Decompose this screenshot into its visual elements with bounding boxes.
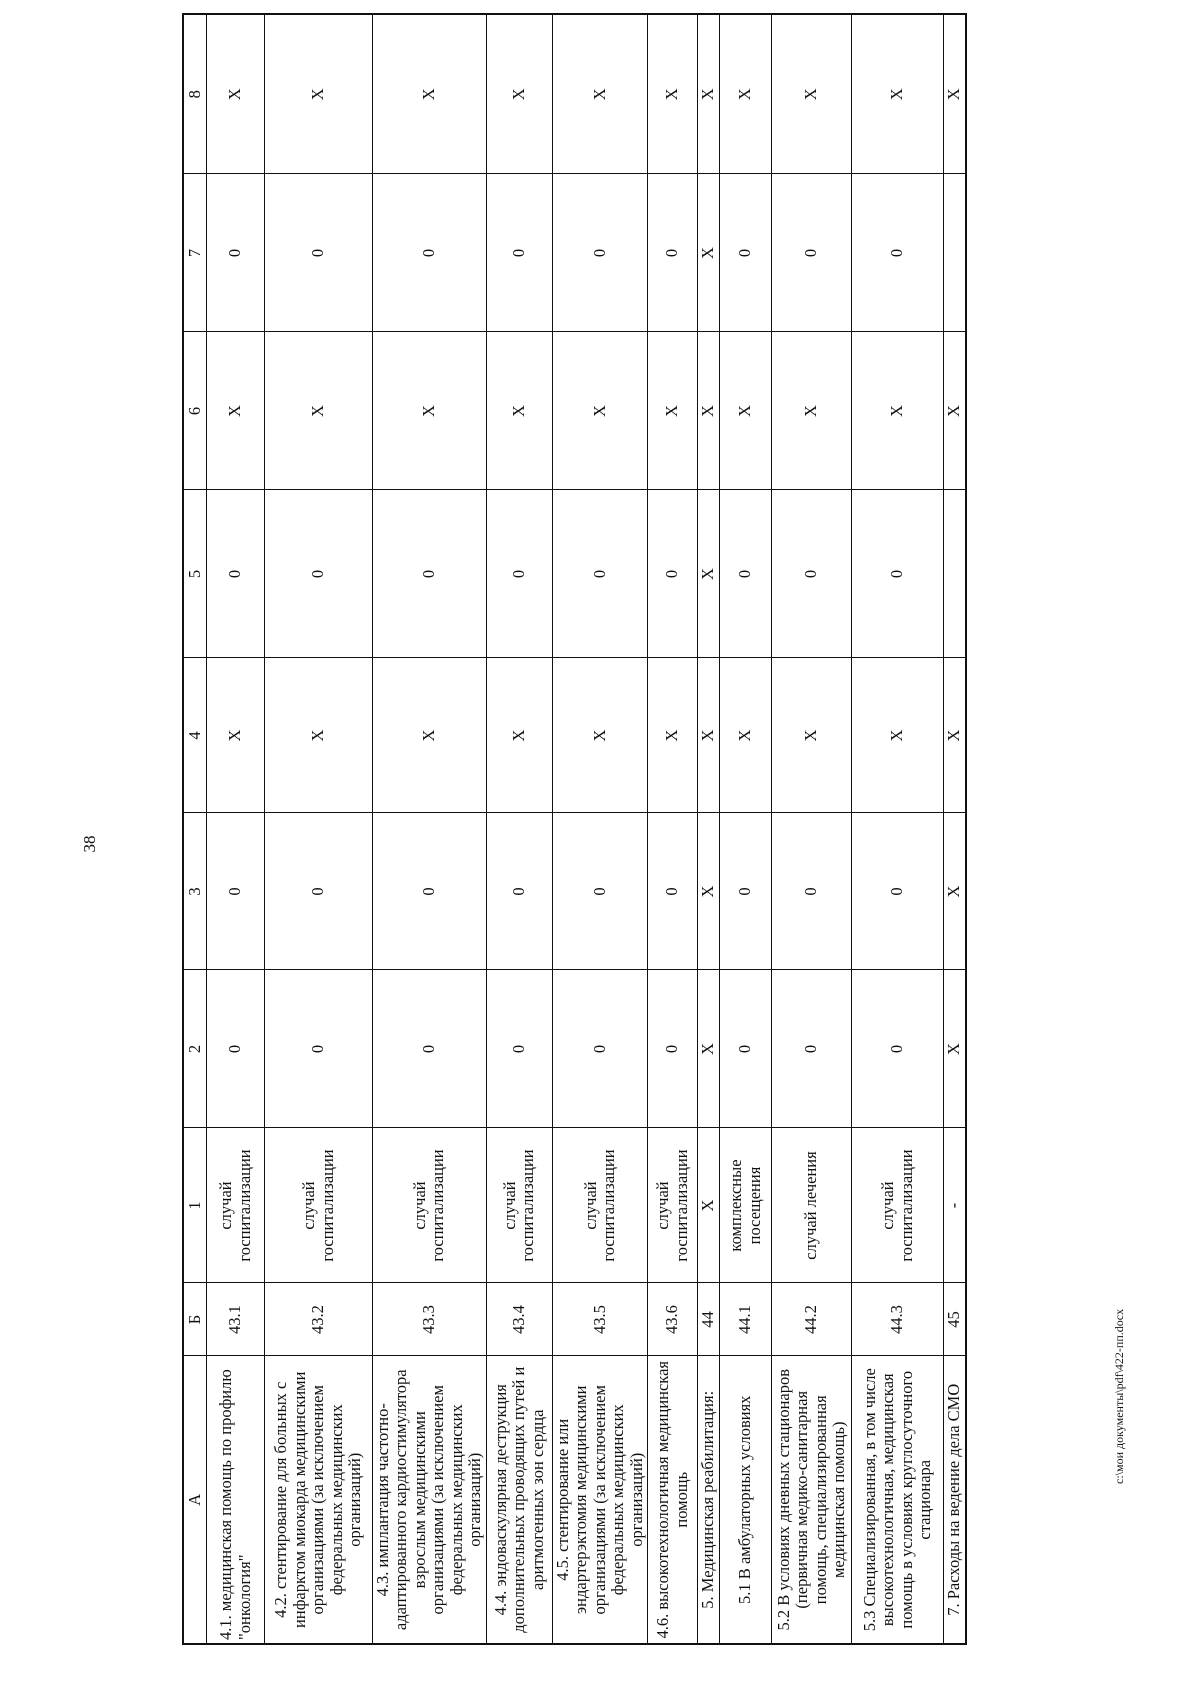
row-value-cell: 0 [720, 970, 772, 1128]
header-cell: 2 [183, 970, 207, 1128]
row-code-cell: 44.1 [720, 1283, 772, 1356]
row-name-cell: 5.3 Специализированная, в том числе высокотехнологичная, медицинская помощь в условиях круглосуточного стационара [852, 1356, 944, 1644]
row-value-cell [944, 174, 966, 332]
row-code-cell: 45 [944, 1283, 966, 1356]
header-cell: 1 [183, 1128, 207, 1283]
row-value-cell: 0 [852, 174, 944, 332]
table-row [552, 14, 647, 1644]
row-unit-cell: случай госпитализации [648, 1128, 698, 1283]
row-value-cell: 0 [648, 174, 698, 332]
header-cell: 4 [183, 658, 207, 813]
header-cell: 7 [183, 174, 207, 332]
row-value-cell: Х [944, 332, 966, 490]
row-unit-cell: комплексные посещения [720, 1128, 772, 1283]
row-value-cell: Х [698, 813, 720, 970]
row-value-cell: 0 [552, 970, 647, 1128]
row-value-cell: 0 [648, 813, 698, 970]
row-value-cell: 0 [486, 813, 552, 970]
row-code-cell: 43.2 [265, 1283, 373, 1356]
row-value-cell: Х [698, 970, 720, 1128]
row-value-cell: Х [944, 658, 966, 813]
row-value-cell: Х [486, 14, 552, 174]
row-name-cell: 4.3. имплантация частотно-адаптированного кардиостимулятора взрослым медицинскими организациями (за исключением федеральных медицинских организаций) [373, 1356, 487, 1644]
row-code-cell: 43.4 [486, 1283, 552, 1356]
row-code-cell: 43.3 [373, 1283, 487, 1356]
table-row [772, 14, 852, 1644]
row-value-cell: 0 [852, 970, 944, 1128]
row-value-cell: 0 [207, 174, 265, 332]
row-code-cell: 43.6 [648, 1283, 698, 1356]
table-row [648, 14, 698, 1644]
row-value-cell: Х [772, 332, 852, 490]
header-cell: 5 [183, 490, 207, 658]
row-name-cell: 4.1. медицинская помощь по профилю "онкология" [207, 1356, 265, 1644]
table-row [373, 14, 487, 1644]
data-table [182, 13, 967, 1645]
table-row [207, 14, 265, 1644]
row-value-cell: Х [648, 14, 698, 174]
row-value-cell: 0 [207, 490, 265, 658]
row-value-cell [944, 490, 966, 658]
row-name-cell: 4.5. стентирование или эндартерэктомия медицинскими организациями (за исключением федеральных медицинских организаций) [552, 1356, 647, 1644]
row-value-cell: Х [720, 14, 772, 174]
row-code-cell: 43.1 [207, 1283, 265, 1356]
table-row [486, 14, 552, 1644]
row-value-cell: Х [265, 14, 373, 174]
row-value-cell: 0 [648, 490, 698, 658]
row-value-cell: 0 [265, 174, 373, 332]
row-name-cell: 7. Расходы на ведение дела СМО [944, 1356, 966, 1644]
row-value-cell: 0 [772, 970, 852, 1128]
row-unit-cell: случай госпитализации [486, 1128, 552, 1283]
row-code-cell: 44.3 [852, 1283, 944, 1356]
row-unit-cell: случай госпитализации [265, 1128, 373, 1283]
row-value-cell: Х [486, 658, 552, 813]
row-unit-cell: случай госпитализации [852, 1128, 944, 1283]
row-value-cell: 0 [720, 174, 772, 332]
row-name-cell: 5. Медицинская реабилитация: [698, 1356, 720, 1644]
row-value-cell: Х [373, 658, 487, 813]
row-unit-cell: случай госпитализации [207, 1128, 265, 1283]
row-name-cell: 4.4. эндоваскулярная деструкция дополнительных проводящих путей и аритмогенных зон сердца [486, 1356, 552, 1644]
footer-path: c:\мои документы\pdf\422-пп.docx [1112, 1308, 1126, 1484]
row-code-cell: 44 [698, 1283, 720, 1356]
table-row [720, 14, 772, 1644]
row-value-cell: 0 [852, 813, 944, 970]
row-value-cell: Х [698, 658, 720, 813]
row-name-cell: 4.2. стентирование для больных с инфарктом миокарда медицинскими организациями (за исключением федеральных медицинских организаций) [265, 1356, 373, 1644]
header-cell: 3 [183, 813, 207, 970]
row-value-cell: 0 [265, 813, 373, 970]
row-value-cell: Х [944, 970, 966, 1128]
table-row [265, 14, 373, 1644]
row-value-cell: Х [373, 14, 487, 174]
row-code-cell: 44.2 [772, 1283, 852, 1356]
table-row [852, 14, 944, 1644]
row-unit-cell: случай госпитализации [552, 1128, 647, 1283]
page-number: 38 [80, 835, 99, 853]
row-value-cell: 0 [772, 813, 852, 970]
header-cell: Б [183, 1283, 207, 1356]
row-value-cell: 0 [648, 970, 698, 1128]
row-unit-cell: Х [698, 1128, 720, 1283]
table-row [698, 14, 720, 1644]
row-value-cell: 0 [373, 490, 487, 658]
row-value-cell: Х [698, 490, 720, 658]
row-value-cell: Х [852, 658, 944, 813]
row-value-cell: Х [207, 658, 265, 813]
row-value-cell: Х [852, 332, 944, 490]
table-body [207, 14, 966, 1644]
header-row [183, 14, 207, 1644]
row-code-cell: 43.5 [552, 1283, 647, 1356]
row-unit-cell: случай госпитализации [373, 1128, 487, 1283]
row-value-cell: Х [772, 14, 852, 174]
row-value-cell: 0 [772, 174, 852, 332]
row-value-cell: 0 [852, 490, 944, 658]
row-value-cell: Х [207, 14, 265, 174]
row-value-cell: Х [944, 813, 966, 970]
row-name-cell: 5.2 В условиях дневных стационаров (первичная медико-санитарная помощь, специализированная медицинская помощь) [772, 1356, 852, 1644]
row-value-cell: Х [698, 14, 720, 174]
row-value-cell: Х [552, 332, 647, 490]
row-unit-cell: случай лечения [772, 1128, 852, 1283]
row-value-cell: 0 [720, 490, 772, 658]
row-value-cell: Х [373, 332, 487, 490]
row-value-cell: Х [944, 14, 966, 174]
row-value-cell: 0 [552, 490, 647, 658]
row-value-cell: 0 [552, 174, 647, 332]
row-value-cell: Х [720, 658, 772, 813]
row-unit-cell: - [944, 1128, 966, 1283]
row-value-cell: 0 [207, 813, 265, 970]
row-value-cell: 0 [486, 174, 552, 332]
row-name-cell: 5.1 В амбулаторных условиях [720, 1356, 772, 1644]
row-value-cell: Х [720, 332, 772, 490]
row-value-cell: 0 [373, 813, 487, 970]
row-value-cell: 0 [207, 970, 265, 1128]
row-value-cell: Х [486, 332, 552, 490]
table-row [944, 14, 966, 1644]
row-value-cell: Х [648, 332, 698, 490]
row-value-cell: Х [648, 658, 698, 813]
row-value-cell: Х [698, 174, 720, 332]
row-value-cell: Х [207, 332, 265, 490]
row-value-cell: 0 [720, 813, 772, 970]
row-value-cell: 0 [373, 970, 487, 1128]
row-value-cell: Х [552, 658, 647, 813]
header-cell: 6 [183, 332, 207, 490]
row-value-cell: 0 [373, 174, 487, 332]
row-name-cell: 4.6. высокотехнологичная медицинская помощь [648, 1356, 698, 1644]
row-value-cell: Х [552, 14, 647, 174]
row-value-cell: 0 [265, 490, 373, 658]
row-value-cell: 0 [486, 490, 552, 658]
header-cell: 8 [183, 14, 207, 174]
row-value-cell: 0 [772, 490, 852, 658]
row-value-cell: 0 [265, 970, 373, 1128]
row-value-cell: Х [772, 658, 852, 813]
row-value-cell: Х [698, 332, 720, 490]
row-value-cell: 0 [486, 970, 552, 1128]
row-value-cell: Х [265, 332, 373, 490]
row-value-cell: Х [852, 14, 944, 174]
row-value-cell: 0 [552, 813, 647, 970]
row-value-cell: Х [265, 658, 373, 813]
header-cell: А [183, 1356, 207, 1644]
